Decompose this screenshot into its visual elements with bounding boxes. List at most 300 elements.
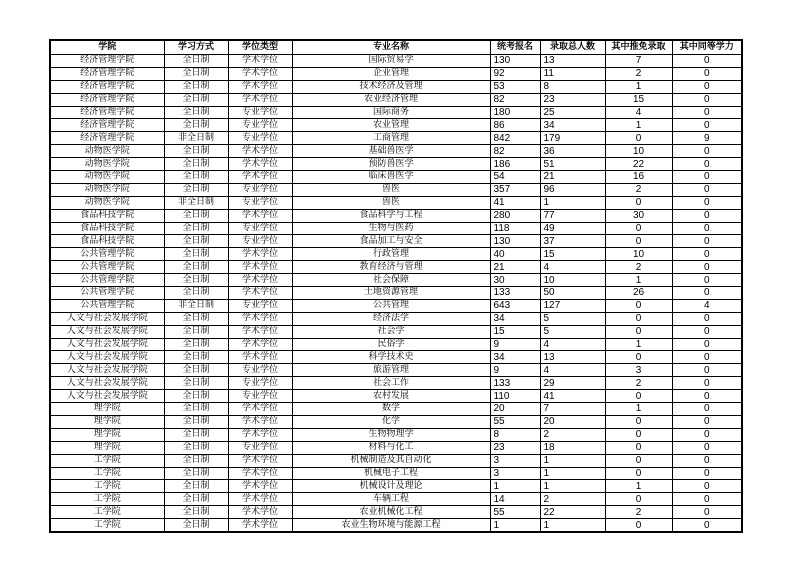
cell-recommended: 0 <box>605 132 672 145</box>
cell-equivalent: 0 <box>672 415 742 428</box>
cell-admitted-total: 13 <box>540 351 605 364</box>
cell-admitted-total: 49 <box>540 222 605 235</box>
cell-study-mode: 全日制 <box>164 209 228 222</box>
cell-college: 动物医学院 <box>50 158 164 171</box>
cell-recommended: 30 <box>605 209 672 222</box>
cell-applicants: 86 <box>490 119 540 132</box>
cell-degree-type: 学术学位 <box>228 209 292 222</box>
cell-college: 动物医学院 <box>50 196 164 209</box>
cell-equivalent: 0 <box>672 80 742 93</box>
cell-recommended: 1 <box>605 119 672 132</box>
cell-degree-type: 学术学位 <box>228 493 292 506</box>
cell-equivalent: 0 <box>672 171 742 184</box>
header-college: 学院 <box>50 40 164 55</box>
cell-study-mode: 非全日制 <box>164 132 228 145</box>
table-row <box>50 454 742 467</box>
cell-college: 人文与社会发展学院 <box>50 390 164 403</box>
cell-study-mode: 全日制 <box>164 454 228 467</box>
cell-equivalent: 0 <box>672 209 742 222</box>
cell-recommended: 0 <box>605 441 672 454</box>
cell-admitted-total: 11 <box>540 67 605 80</box>
table-row <box>50 467 742 480</box>
table-row <box>50 428 742 441</box>
cell-applicants: 21 <box>490 261 540 274</box>
cell-major: 旅游管理 <box>292 364 490 377</box>
table-body <box>50 55 742 532</box>
cell-equivalent: 0 <box>672 235 742 248</box>
cell-equivalent: 0 <box>672 519 742 532</box>
cell-admitted-total: 10 <box>540 274 605 287</box>
cell-admitted-total: 1 <box>540 196 605 209</box>
cell-study-mode: 全日制 <box>164 480 228 493</box>
cell-applicants: 82 <box>490 93 540 106</box>
cell-recommended: 0 <box>605 235 672 248</box>
cell-major: 社会工作 <box>292 377 490 390</box>
table-row <box>50 287 742 300</box>
cell-degree-type: 学术学位 <box>228 325 292 338</box>
table-row <box>50 390 742 403</box>
cell-recommended: 26 <box>605 287 672 300</box>
table-row <box>50 183 742 196</box>
cell-recommended: 0 <box>605 222 672 235</box>
cell-major: 公共管理 <box>292 299 490 312</box>
cell-study-mode: 全日制 <box>164 441 228 454</box>
cell-admitted-total: 4 <box>540 338 605 351</box>
cell-study-mode: 全日制 <box>164 106 228 119</box>
cell-college: 经济管理学院 <box>50 93 164 106</box>
cell-equivalent: 0 <box>672 106 742 119</box>
cell-admitted-total: 50 <box>540 287 605 300</box>
cell-equivalent: 0 <box>672 441 742 454</box>
cell-major: 民俗学 <box>292 338 490 351</box>
header-study-mode: 学习方式 <box>164 40 228 55</box>
cell-equivalent: 0 <box>672 390 742 403</box>
cell-equivalent: 0 <box>672 351 742 364</box>
cell-recommended: 3 <box>605 364 672 377</box>
cell-recommended: 10 <box>605 145 672 158</box>
cell-degree-type: 专业学位 <box>228 390 292 403</box>
cell-applicants: 110 <box>490 390 540 403</box>
cell-admitted-total: 21 <box>540 171 605 184</box>
cell-college: 公共管理学院 <box>50 261 164 274</box>
cell-recommended: 2 <box>605 261 672 274</box>
cell-major: 国际贸易学 <box>292 55 490 68</box>
cell-degree-type: 专业学位 <box>228 106 292 119</box>
cell-equivalent: 0 <box>672 493 742 506</box>
cell-applicants: 9 <box>490 338 540 351</box>
cell-college: 人文与社会发展学院 <box>50 364 164 377</box>
cell-major: 企业管理 <box>292 67 490 80</box>
cell-college: 人文与社会发展学院 <box>50 377 164 390</box>
cell-recommended: 0 <box>605 390 672 403</box>
cell-recommended: 0 <box>605 325 672 338</box>
cell-major: 农业经济管理 <box>292 93 490 106</box>
cell-recommended: 1 <box>605 403 672 416</box>
cell-major: 机械电子工程 <box>292 467 490 480</box>
cell-study-mode: 全日制 <box>164 493 228 506</box>
cell-applicants: 34 <box>490 351 540 364</box>
table-header-row <box>50 40 742 55</box>
cell-college: 理学院 <box>50 415 164 428</box>
cell-degree-type: 学术学位 <box>228 158 292 171</box>
cell-major: 国际商务 <box>292 106 490 119</box>
table-row <box>50 338 742 351</box>
cell-college: 公共管理学院 <box>50 248 164 261</box>
cell-admitted-total: 8 <box>540 80 605 93</box>
cell-degree-type: 专业学位 <box>228 196 292 209</box>
admission-table <box>49 39 743 533</box>
cell-college: 理学院 <box>50 403 164 416</box>
cell-recommended: 0 <box>605 312 672 325</box>
cell-equivalent: 0 <box>672 454 742 467</box>
cell-college: 经济管理学院 <box>50 67 164 80</box>
cell-equivalent: 0 <box>672 467 742 480</box>
cell-degree-type: 学术学位 <box>228 55 292 68</box>
cell-applicants: 357 <box>490 183 540 196</box>
cell-degree-type: 专业学位 <box>228 222 292 235</box>
cell-recommended: 2 <box>605 377 672 390</box>
cell-degree-type: 专业学位 <box>228 441 292 454</box>
cell-recommended: 0 <box>605 351 672 364</box>
cell-college: 理学院 <box>50 441 164 454</box>
cell-admitted-total: 1 <box>540 467 605 480</box>
cell-applicants: 3 <box>490 454 540 467</box>
cell-study-mode: 全日制 <box>164 377 228 390</box>
cell-study-mode: 全日制 <box>164 158 228 171</box>
cell-major: 教育经济与管理 <box>292 261 490 274</box>
cell-recommended: 2 <box>605 506 672 519</box>
cell-college: 食品科技学院 <box>50 222 164 235</box>
cell-major: 农村发展 <box>292 390 490 403</box>
table-row <box>50 106 742 119</box>
cell-equivalent: 0 <box>672 183 742 196</box>
cell-admitted-total: 5 <box>540 312 605 325</box>
cell-recommended: 1 <box>605 80 672 93</box>
cell-major: 机械制造及其自动化 <box>292 454 490 467</box>
header-applicants: 统考报名 <box>490 40 540 55</box>
table-row <box>50 93 742 106</box>
table-row <box>50 171 742 184</box>
cell-study-mode: 全日制 <box>164 325 228 338</box>
cell-degree-type: 专业学位 <box>228 119 292 132</box>
cell-major: 食品加工与安全 <box>292 235 490 248</box>
cell-recommended: 1 <box>605 338 672 351</box>
cell-equivalent: 0 <box>672 274 742 287</box>
cell-applicants: 130 <box>490 55 540 68</box>
cell-degree-type: 学术学位 <box>228 519 292 532</box>
cell-admitted-total: 2 <box>540 493 605 506</box>
cell-equivalent: 0 <box>672 196 742 209</box>
cell-equivalent: 0 <box>672 325 742 338</box>
header-major: 专业名称 <box>292 40 490 55</box>
cell-admitted-total: 13 <box>540 55 605 68</box>
cell-major: 经济法学 <box>292 312 490 325</box>
cell-recommended: 10 <box>605 248 672 261</box>
cell-admitted-total: 179 <box>540 132 605 145</box>
cell-admitted-total: 18 <box>540 441 605 454</box>
cell-college: 人文与社会发展学院 <box>50 325 164 338</box>
cell-recommended: 7 <box>605 55 672 68</box>
cell-applicants: 1 <box>490 519 540 532</box>
table-row <box>50 222 742 235</box>
cell-degree-type: 专业学位 <box>228 377 292 390</box>
table-row <box>50 119 742 132</box>
cell-applicants: 82 <box>490 145 540 158</box>
cell-applicants: 40 <box>490 248 540 261</box>
cell-college: 工学院 <box>50 480 164 493</box>
cell-major: 生物物理学 <box>292 428 490 441</box>
cell-applicants: 92 <box>490 67 540 80</box>
header-degree-type: 学位类型 <box>228 40 292 55</box>
cell-recommended: 2 <box>605 67 672 80</box>
cell-college: 动物医学院 <box>50 183 164 196</box>
cell-study-mode: 非全日制 <box>164 299 228 312</box>
cell-applicants: 14 <box>490 493 540 506</box>
cell-applicants: 55 <box>490 415 540 428</box>
cell-college: 公共管理学院 <box>50 287 164 300</box>
cell-major: 兽医 <box>292 196 490 209</box>
table-row <box>50 274 742 287</box>
cell-applicants: 15 <box>490 325 540 338</box>
cell-admitted-total: 4 <box>540 364 605 377</box>
cell-applicants: 3 <box>490 467 540 480</box>
cell-major: 材料与化工 <box>292 441 490 454</box>
cell-study-mode: 全日制 <box>164 235 228 248</box>
cell-study-mode: 全日制 <box>164 67 228 80</box>
cell-admitted-total: 1 <box>540 480 605 493</box>
header-admitted-total: 录取总人数 <box>540 40 605 55</box>
cell-college: 人文与社会发展学院 <box>50 312 164 325</box>
cell-college: 工学院 <box>50 467 164 480</box>
table-row <box>50 299 742 312</box>
cell-admitted-total: 5 <box>540 325 605 338</box>
cell-degree-type: 专业学位 <box>228 299 292 312</box>
cell-study-mode: 全日制 <box>164 287 228 300</box>
cell-college: 经济管理学院 <box>50 119 164 132</box>
cell-recommended: 1 <box>605 480 672 493</box>
cell-applicants: 23 <box>490 441 540 454</box>
cell-recommended: 0 <box>605 467 672 480</box>
cell-degree-type: 学术学位 <box>228 171 292 184</box>
cell-study-mode: 非全日制 <box>164 196 228 209</box>
cell-admitted-total: 51 <box>540 158 605 171</box>
cell-study-mode: 全日制 <box>164 171 228 184</box>
cell-degree-type: 学术学位 <box>228 506 292 519</box>
cell-recommended: 4 <box>605 106 672 119</box>
cell-admitted-total: 127 <box>540 299 605 312</box>
table-row <box>50 145 742 158</box>
cell-applicants: 180 <box>490 106 540 119</box>
table-row <box>50 480 742 493</box>
cell-major: 基础兽医学 <box>292 145 490 158</box>
cell-applicants: 54 <box>490 171 540 184</box>
cell-major: 预防兽医学 <box>292 158 490 171</box>
cell-college: 工学院 <box>50 493 164 506</box>
cell-college: 人文与社会发展学院 <box>50 351 164 364</box>
cell-degree-type: 专业学位 <box>228 183 292 196</box>
table-row <box>50 132 742 145</box>
cell-major: 农业生物环境与能源工程 <box>292 519 490 532</box>
cell-major: 机械设计及理论 <box>292 480 490 493</box>
cell-equivalent: 0 <box>672 248 742 261</box>
cell-degree-type: 学术学位 <box>228 274 292 287</box>
cell-study-mode: 全日制 <box>164 183 228 196</box>
cell-study-mode: 全日制 <box>164 390 228 403</box>
cell-study-mode: 全日制 <box>164 519 228 532</box>
cell-equivalent: 0 <box>672 287 742 300</box>
cell-admitted-total: 34 <box>540 119 605 132</box>
cell-degree-type: 学术学位 <box>228 67 292 80</box>
cell-applicants: 842 <box>490 132 540 145</box>
cell-major: 农业机械化工程 <box>292 506 490 519</box>
cell-degree-type: 学术学位 <box>228 480 292 493</box>
cell-degree-type: 学术学位 <box>228 351 292 364</box>
cell-study-mode: 全日制 <box>164 364 228 377</box>
cell-applicants: 41 <box>490 196 540 209</box>
cell-major: 生物与医药 <box>292 222 490 235</box>
table-row <box>50 55 742 68</box>
cell-major: 工商管理 <box>292 132 490 145</box>
cell-admitted-total: 41 <box>540 390 605 403</box>
cell-recommended: 1 <box>605 274 672 287</box>
cell-college: 经济管理学院 <box>50 106 164 119</box>
cell-admitted-total: 25 <box>540 106 605 119</box>
cell-admitted-total: 4 <box>540 261 605 274</box>
cell-equivalent: 0 <box>672 364 742 377</box>
cell-applicants: 186 <box>490 158 540 171</box>
cell-college: 经济管理学院 <box>50 132 164 145</box>
cell-degree-type: 专业学位 <box>228 132 292 145</box>
cell-applicants: 20 <box>490 403 540 416</box>
cell-applicants: 133 <box>490 287 540 300</box>
cell-college: 公共管理学院 <box>50 274 164 287</box>
cell-recommended: 0 <box>605 299 672 312</box>
cell-equivalent: 0 <box>672 338 742 351</box>
cell-equivalent: 0 <box>672 145 742 158</box>
cell-degree-type: 学术学位 <box>228 403 292 416</box>
cell-applicants: 9 <box>490 364 540 377</box>
table-row <box>50 248 742 261</box>
table-row <box>50 67 742 80</box>
cell-recommended: 16 <box>605 171 672 184</box>
cell-equivalent: 0 <box>672 312 742 325</box>
cell-equivalent: 0 <box>672 261 742 274</box>
cell-study-mode: 全日制 <box>164 506 228 519</box>
cell-degree-type: 学术学位 <box>228 415 292 428</box>
cell-major: 社会学 <box>292 325 490 338</box>
cell-applicants: 1 <box>490 480 540 493</box>
cell-equivalent: 0 <box>672 480 742 493</box>
cell-degree-type: 学术学位 <box>228 93 292 106</box>
cell-recommended: 0 <box>605 519 672 532</box>
cell-equivalent: 0 <box>672 67 742 80</box>
cell-major: 车辆工程 <box>292 493 490 506</box>
cell-college: 理学院 <box>50 428 164 441</box>
cell-equivalent: 0 <box>672 55 742 68</box>
cell-study-mode: 全日制 <box>164 248 228 261</box>
table-row <box>50 351 742 364</box>
cell-admitted-total: 2 <box>540 428 605 441</box>
cell-degree-type: 学术学位 <box>228 80 292 93</box>
cell-admitted-total: 20 <box>540 415 605 428</box>
cell-applicants: 643 <box>490 299 540 312</box>
cell-major: 兽医 <box>292 183 490 196</box>
cell-college: 工学院 <box>50 454 164 467</box>
cell-equivalent: 9 <box>672 132 742 145</box>
cell-study-mode: 全日制 <box>164 80 228 93</box>
cell-degree-type: 学术学位 <box>228 338 292 351</box>
cell-college: 工学院 <box>50 519 164 532</box>
cell-applicants: 53 <box>490 80 540 93</box>
table-row <box>50 312 742 325</box>
table-row <box>50 80 742 93</box>
table-row <box>50 158 742 171</box>
cell-study-mode: 全日制 <box>164 55 228 68</box>
cell-admitted-total: 1 <box>540 454 605 467</box>
cell-study-mode: 全日制 <box>164 467 228 480</box>
cell-degree-type: 专业学位 <box>228 235 292 248</box>
cell-admitted-total: 77 <box>540 209 605 222</box>
cell-recommended: 0 <box>605 428 672 441</box>
cell-admitted-total: 96 <box>540 183 605 196</box>
cell-applicants: 30 <box>490 274 540 287</box>
cell-applicants: 130 <box>490 235 540 248</box>
cell-major: 数学 <box>292 403 490 416</box>
table-row <box>50 209 742 222</box>
cell-study-mode: 全日制 <box>164 222 228 235</box>
cell-degree-type: 专业学位 <box>228 364 292 377</box>
cell-recommended: 2 <box>605 183 672 196</box>
cell-applicants: 8 <box>490 428 540 441</box>
header-equivalent: 其中同等学力 <box>672 40 742 55</box>
cell-degree-type: 学术学位 <box>228 287 292 300</box>
cell-study-mode: 全日制 <box>164 403 228 416</box>
cell-admitted-total: 37 <box>540 235 605 248</box>
table-row <box>50 235 742 248</box>
cell-degree-type: 学术学位 <box>228 261 292 274</box>
admission-table-sheet <box>49 39 743 533</box>
cell-college: 食品科技学院 <box>50 235 164 248</box>
cell-equivalent: 0 <box>672 158 742 171</box>
table-row <box>50 519 742 532</box>
cell-college: 工学院 <box>50 506 164 519</box>
cell-study-mode: 全日制 <box>164 415 228 428</box>
cell-admitted-total: 36 <box>540 145 605 158</box>
cell-college: 经济管理学院 <box>50 80 164 93</box>
cell-applicants: 55 <box>490 506 540 519</box>
table-row <box>50 403 742 416</box>
cell-college: 动物医学院 <box>50 145 164 158</box>
cell-admitted-total: 15 <box>540 248 605 261</box>
cell-study-mode: 全日制 <box>164 428 228 441</box>
cell-college: 食品科技学院 <box>50 209 164 222</box>
cell-major: 社会保障 <box>292 274 490 287</box>
table-row <box>50 493 742 506</box>
cell-recommended: 0 <box>605 493 672 506</box>
cell-major: 临床兽医学 <box>292 171 490 184</box>
cell-major: 技术经济及管理 <box>292 80 490 93</box>
cell-college: 经济管理学院 <box>50 55 164 68</box>
cell-degree-type: 学术学位 <box>228 145 292 158</box>
cell-study-mode: 全日制 <box>164 312 228 325</box>
table-row <box>50 377 742 390</box>
cell-study-mode: 全日制 <box>164 351 228 364</box>
cell-study-mode: 全日制 <box>164 145 228 158</box>
cell-major: 土地资源管理 <box>292 287 490 300</box>
table-row <box>50 441 742 454</box>
cell-major: 化学 <box>292 415 490 428</box>
cell-major: 食品科学与工程 <box>292 209 490 222</box>
